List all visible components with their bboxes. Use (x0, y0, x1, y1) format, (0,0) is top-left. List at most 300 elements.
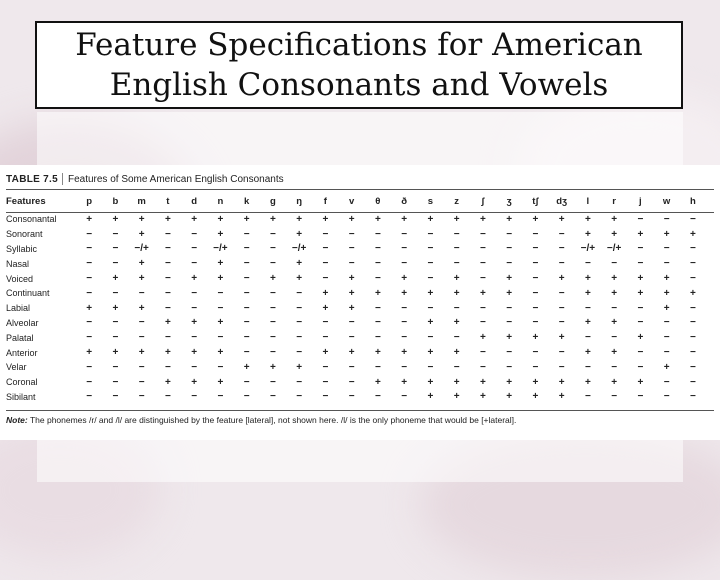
feature-value-cell: + (191, 317, 198, 329)
feature-value-cell: + (374, 376, 381, 388)
feature-value-cell: − (322, 258, 329, 270)
feature-value-cell: − (637, 391, 644, 403)
feature-value-cell: + (532, 332, 539, 344)
column-header-phoneme: ŋ (296, 196, 303, 207)
feature-value-cell: − (558, 347, 565, 359)
feature-value-cell: − (164, 258, 171, 270)
feature-value-cell: − (348, 228, 355, 240)
feature-value-cell: + (164, 213, 171, 225)
feature-value-cell: − (348, 332, 355, 344)
feature-value-cell: − (217, 287, 224, 299)
column-header-phoneme: tʃ (532, 196, 539, 207)
feature-value-cell: + (479, 332, 486, 344)
feature-value-cell: + (217, 228, 224, 240)
table-body (6, 212, 706, 404)
feature-value-cell: + (296, 273, 303, 285)
column-header-phoneme: r (612, 196, 616, 207)
features-column-header: Features (6, 196, 46, 207)
feature-value-cell: − (348, 376, 355, 388)
caption-divider (62, 173, 63, 185)
feature-value-cell: + (611, 228, 618, 240)
feature-label: Nasal (6, 258, 30, 269)
feature-value-cell: − (296, 287, 303, 299)
feature-value-cell: + (427, 376, 434, 388)
feature-value-cell: − (532, 273, 539, 285)
feature-value-cell: − (243, 376, 250, 388)
feature-value-cell: − (401, 302, 408, 314)
feature-value-cell: − (296, 391, 303, 403)
feature-value-cell: + (453, 317, 460, 329)
feature-value-cell: − (558, 287, 565, 299)
feature-value-cell: − (663, 391, 670, 403)
table-note (6, 415, 516, 425)
feature-value-cell: + (401, 213, 408, 225)
feature-value-cell: − (663, 332, 670, 344)
feature-value-cell: + (322, 287, 329, 299)
feature-value-cell: − (86, 243, 93, 255)
feature-value-cell: − (453, 302, 460, 314)
feature-value-cell: + (348, 213, 355, 225)
feature-value-cell: + (86, 213, 93, 225)
feature-value-cell: − (689, 332, 696, 344)
feature-value-cell: − (427, 273, 434, 285)
feature-value-cell: − (296, 376, 303, 388)
feature-value-cell: − (86, 376, 93, 388)
feature-value-cell: − (689, 273, 696, 285)
feature-value-cell: − (138, 376, 145, 388)
feature-value-cell: − (532, 258, 539, 270)
feature-value-cell: − (374, 243, 381, 255)
feature-value-cell: − (558, 302, 565, 314)
feature-value-cell: + (112, 213, 119, 225)
feature-value-cell: − (453, 243, 460, 255)
column-header-phoneme: s (427, 196, 434, 207)
column-header-phoneme: n (217, 196, 224, 207)
feature-value-cell: + (269, 273, 276, 285)
feature-value-cell: + (243, 213, 250, 225)
feature-value-cell: − (663, 258, 670, 270)
feature-value-cell: + (348, 302, 355, 314)
feature-value-cell: − (269, 376, 276, 388)
feature-value-cell: − (269, 332, 276, 344)
feature-value-cell: − (322, 243, 329, 255)
feature-value-cell: + (637, 287, 644, 299)
feature-value-cell: − (506, 228, 513, 240)
column-header-phoneme: dʒ (556, 196, 568, 207)
feature-label: Consonantal (6, 214, 57, 225)
feature-value-cell: − (637, 258, 644, 270)
feature-value-cell: − (532, 347, 539, 359)
feature-value-cell: − (243, 287, 250, 299)
feature-value-cell: − (191, 287, 198, 299)
feature-value-cell: − (191, 243, 198, 255)
table-number: TABLE 7.5 (6, 173, 58, 185)
column-header-phoneme: v (348, 196, 355, 207)
feature-value-cell: + (611, 376, 618, 388)
feature-value-cell: − (663, 243, 670, 255)
table-row (6, 375, 706, 390)
feature-value-cell: − (611, 361, 618, 373)
feature-value-cell: + (479, 287, 486, 299)
feature-value-cell: − (243, 347, 250, 359)
column-header-phoneme: p (86, 196, 93, 207)
feature-value-cell: − (269, 391, 276, 403)
feature-value-cell: − (164, 332, 171, 344)
feature-value-cell: − (374, 228, 381, 240)
feature-label: Voiced (6, 273, 34, 284)
column-header-phoneme: θ (375, 196, 381, 207)
feature-value-cell: − (637, 302, 644, 314)
feature-value-cell: − (506, 258, 513, 270)
table-figure (0, 165, 720, 440)
feature-value-cell: − (296, 317, 303, 329)
feature-value-cell: − (584, 391, 591, 403)
feature-value-cell: − (427, 332, 434, 344)
feature-value-cell: + (427, 317, 434, 329)
feature-value-cell: − (164, 391, 171, 403)
table-row (6, 360, 706, 375)
feature-value-cell: − (689, 347, 696, 359)
feature-value-cell: − (243, 391, 250, 403)
feature-value-cell: + (479, 213, 486, 225)
feature-value-cell: − (374, 258, 381, 270)
feature-value-cell: − (584, 258, 591, 270)
feature-label: Palatal (6, 332, 34, 343)
feature-value-cell: −/+ (213, 243, 228, 255)
feature-value-cell: − (637, 243, 644, 255)
feature-value-cell: − (322, 228, 329, 240)
feature-value-cell: − (479, 243, 486, 255)
feature-value-cell: − (217, 391, 224, 403)
feature-label: Sibilant (6, 391, 36, 402)
feature-value-cell: + (611, 213, 618, 225)
feature-value-cell: − (191, 228, 198, 240)
feature-value-cell: − (558, 317, 565, 329)
feature-value-cell: − (243, 228, 250, 240)
feature-value-cell: − (611, 391, 618, 403)
feature-value-cell: − (164, 361, 171, 373)
feature-value-cell: + (86, 302, 93, 314)
column-header-phoneme: ʒ (506, 196, 512, 207)
feature-value-cell: + (138, 228, 145, 240)
feature-value-cell: + (322, 347, 329, 359)
feature-value-cell: + (296, 361, 303, 373)
feature-value-cell: + (584, 273, 591, 285)
feature-value-cell: − (296, 347, 303, 359)
feature-value-cell: − (191, 332, 198, 344)
feature-value-cell: + (401, 287, 408, 299)
feature-value-cell: − (112, 376, 119, 388)
feature-value-cell: − (269, 317, 276, 329)
feature-value-cell: − (86, 258, 93, 270)
feature-value-cell: + (217, 258, 224, 270)
feature-value-cell: + (637, 332, 644, 344)
feature-value-cell: − (611, 332, 618, 344)
feature-value-cell: − (374, 302, 381, 314)
feature-value-cell: − (558, 243, 565, 255)
feature-value-cell: − (479, 347, 486, 359)
feature-value-cell: + (401, 347, 408, 359)
feature-label: Syllabic (6, 243, 38, 254)
feature-value-cell: − (112, 317, 119, 329)
feature-value-cell: + (611, 347, 618, 359)
feature-value-cell: − (506, 243, 513, 255)
feature-value-cell: − (348, 391, 355, 403)
feature-value-cell: + (322, 302, 329, 314)
feature-value-cell: − (269, 347, 276, 359)
table-row (6, 256, 706, 271)
feature-value-cell: + (374, 287, 381, 299)
feature-value-cell: + (453, 347, 460, 359)
feature-value-cell: − (401, 258, 408, 270)
feature-value-cell: + (191, 213, 198, 225)
table-row (6, 212, 706, 227)
feature-value-cell: − (453, 258, 460, 270)
feature-value-cell: − (269, 287, 276, 299)
feature-value-cell: − (374, 391, 381, 403)
feature-value-cell: + (663, 228, 670, 240)
feature-value-cell: + (427, 287, 434, 299)
feature-value-cell: + (191, 273, 198, 285)
feature-value-cell: + (611, 287, 618, 299)
feature-value-cell: − (243, 258, 250, 270)
feature-value-cell: − (243, 273, 250, 285)
feature-value-cell: − (322, 273, 329, 285)
feature-value-cell: − (322, 332, 329, 344)
feature-value-cell: − (663, 317, 670, 329)
feature-value-cell: + (112, 302, 119, 314)
feature-value-cell: − (348, 243, 355, 255)
feature-value-cell: − (427, 228, 434, 240)
feature-value-cell: − (217, 302, 224, 314)
feature-value-cell: + (663, 361, 670, 373)
feature-value-cell: − (401, 391, 408, 403)
feature-value-cell: −/+ (291, 243, 307, 255)
feature-value-cell: − (86, 332, 93, 344)
slide-title-box (35, 21, 683, 109)
feature-label: Coronal (6, 377, 38, 388)
feature-value-cell: − (374, 273, 381, 285)
feature-value-cell: − (86, 391, 93, 403)
feature-value-cell: − (374, 361, 381, 373)
feature-value-cell: + (453, 376, 460, 388)
feature-value-cell: + (532, 391, 539, 403)
feature-value-cell: − (663, 376, 670, 388)
feature-value-cell: − (401, 243, 408, 255)
feature-value-cell: −/+ (580, 243, 596, 255)
feature-value-cell: − (86, 317, 93, 329)
feature-value-cell: + (506, 273, 513, 285)
feature-value-cell: − (584, 302, 591, 314)
feature-value-cell: + (296, 213, 303, 225)
feature-value-cell: + (611, 317, 618, 329)
feature-value-cell: − (479, 302, 486, 314)
feature-value-cell: − (479, 228, 486, 240)
feature-value-cell: + (663, 273, 670, 285)
header-rule-top (6, 189, 714, 190)
note-rule (6, 410, 714, 411)
table-row (6, 227, 706, 242)
feature-label: Alveolar (6, 317, 39, 328)
feature-value-cell: − (506, 302, 513, 314)
feature-value-cell: − (86, 273, 93, 285)
feature-value-cell: + (584, 347, 591, 359)
feature-value-cell: + (506, 391, 513, 403)
table-row (6, 330, 706, 345)
feature-value-cell: + (558, 332, 565, 344)
table-row (6, 271, 706, 286)
table-title: Features of Some American English Consonants (67, 173, 284, 185)
feature-value-cell: + (217, 317, 224, 329)
feature-value-cell: − (401, 361, 408, 373)
column-header-phoneme: m (137, 196, 146, 207)
column-header-phoneme: z (454, 196, 459, 207)
feature-value-cell: + (427, 391, 434, 403)
feature-value-cell: − (269, 228, 276, 240)
feature-value-cell: + (584, 287, 591, 299)
feature-value-cell: + (269, 361, 276, 373)
feature-value-cell: − (217, 332, 224, 344)
feature-value-cell: − (269, 302, 276, 314)
feature-value-cell: − (112, 361, 119, 373)
feature-value-cell: + (506, 332, 513, 344)
feature-value-cell: + (217, 273, 224, 285)
column-header-phoneme: b (112, 196, 119, 207)
feature-value-cell: − (164, 302, 171, 314)
feature-value-cell: + (191, 347, 198, 359)
feature-value-cell: − (663, 347, 670, 359)
feature-value-cell: + (689, 228, 696, 240)
note-label: Note: (6, 415, 28, 425)
feature-value-cell: − (112, 243, 119, 255)
feature-value-cell: − (453, 332, 460, 344)
feature-value-cell: + (427, 347, 434, 359)
feature-value-cell: + (427, 213, 434, 225)
table-row (6, 301, 706, 316)
feature-value-cell: − (611, 258, 618, 270)
feature-value-cell: − (427, 258, 434, 270)
feature-value-cell: − (243, 317, 250, 329)
feature-value-cell: − (401, 317, 408, 329)
feature-value-cell: − (296, 332, 303, 344)
feature-value-cell: − (689, 213, 696, 225)
note-text: The phonemes /r/ and /l/ are distinguished by the feature [lateral], not shown here. /l/ is the only phoneme that would be [+lateral]. (29, 415, 517, 425)
feature-value-cell: − (479, 317, 486, 329)
feature-value-cell: − (191, 302, 198, 314)
feature-value-cell: + (138, 347, 145, 359)
feature-value-cell: − (348, 361, 355, 373)
feature-value-cell: + (479, 376, 486, 388)
feature-value-cell: − (86, 287, 93, 299)
feature-label: Sonorant (6, 229, 43, 240)
feature-value-cell: − (322, 391, 329, 403)
feature-value-cell: + (348, 273, 355, 285)
feature-value-cell: − (112, 228, 119, 240)
feature-value-cell: + (584, 213, 591, 225)
feature-value-cell: − (322, 361, 329, 373)
feature-value-cell: − (453, 228, 460, 240)
feature-value-cell: − (164, 273, 171, 285)
feature-value-cell: − (86, 361, 93, 373)
feature-value-cell: − (374, 317, 381, 329)
feature-value-cell: − (689, 317, 696, 329)
feature-value-cell: + (112, 273, 119, 285)
feature-value-cell: + (479, 391, 486, 403)
feature-value-cell: + (164, 376, 171, 388)
feature-value-cell: + (611, 273, 618, 285)
feature-value-cell: − (164, 287, 171, 299)
feature-value-cell: + (401, 376, 408, 388)
feature-value-cell: − (374, 332, 381, 344)
feature-value-cell: + (663, 302, 670, 314)
feature-value-cell: − (479, 361, 486, 373)
feature-value-cell: + (584, 228, 591, 240)
feature-value-cell: + (374, 347, 381, 359)
feature-value-cell: − (401, 332, 408, 344)
feature-value-cell: − (558, 361, 565, 373)
feature-value-cell: + (296, 228, 303, 240)
feature-value-cell: − (637, 361, 644, 373)
feature-value-cell: − (689, 391, 696, 403)
feature-value-cell: − (689, 376, 696, 388)
feature-value-cell: − (637, 347, 644, 359)
feature-value-cell: − (86, 228, 93, 240)
feature-value-cell: − (191, 361, 198, 373)
feature-value-cell: − (532, 302, 539, 314)
feature-value-cell: + (584, 317, 591, 329)
feature-value-cell: − (689, 302, 696, 314)
feature-value-cell: − (191, 391, 198, 403)
feature-value-cell: + (558, 273, 565, 285)
feature-value-cell: + (243, 361, 250, 373)
feature-value-cell: + (374, 213, 381, 225)
feature-value-cell: + (558, 391, 565, 403)
feature-value-cell: + (453, 213, 460, 225)
feature-value-cell: − (584, 332, 591, 344)
table-caption (6, 173, 284, 185)
column-header-phoneme: ð (401, 196, 408, 207)
column-header-phoneme: k (243, 196, 250, 207)
table-header-row (6, 191, 706, 212)
feature-value-cell: − (243, 243, 250, 255)
feature-value-cell: − (611, 302, 618, 314)
feature-value-cell: − (164, 228, 171, 240)
feature-value-cell: + (663, 287, 670, 299)
feature-value-cell: − (138, 287, 145, 299)
feature-value-cell: + (453, 287, 460, 299)
feature-value-cell: − (348, 258, 355, 270)
feature-value-cell: + (558, 376, 565, 388)
feature-value-cell: − (479, 258, 486, 270)
feature-value-cell: + (269, 213, 276, 225)
feature-value-cell: − (558, 258, 565, 270)
column-header-phoneme: g (269, 196, 276, 207)
feature-value-cell: − (532, 317, 539, 329)
feature-value-cell: − (217, 361, 224, 373)
feature-value-cell: − (637, 213, 644, 225)
feature-value-cell: + (584, 376, 591, 388)
feature-value-cell: − (532, 243, 539, 255)
table-row (6, 390, 706, 405)
feature-value-cell: − (689, 243, 696, 255)
feature-value-cell: − (112, 332, 119, 344)
column-header-phoneme: j (639, 196, 642, 207)
feature-value-cell: −/+ (606, 243, 622, 255)
feature-value-cell: − (138, 391, 145, 403)
feature-value-cell: + (453, 391, 460, 403)
feature-value-cell: + (506, 213, 513, 225)
slide-title: Feature Specifications for American English Consonants and Vowels (75, 27, 643, 103)
